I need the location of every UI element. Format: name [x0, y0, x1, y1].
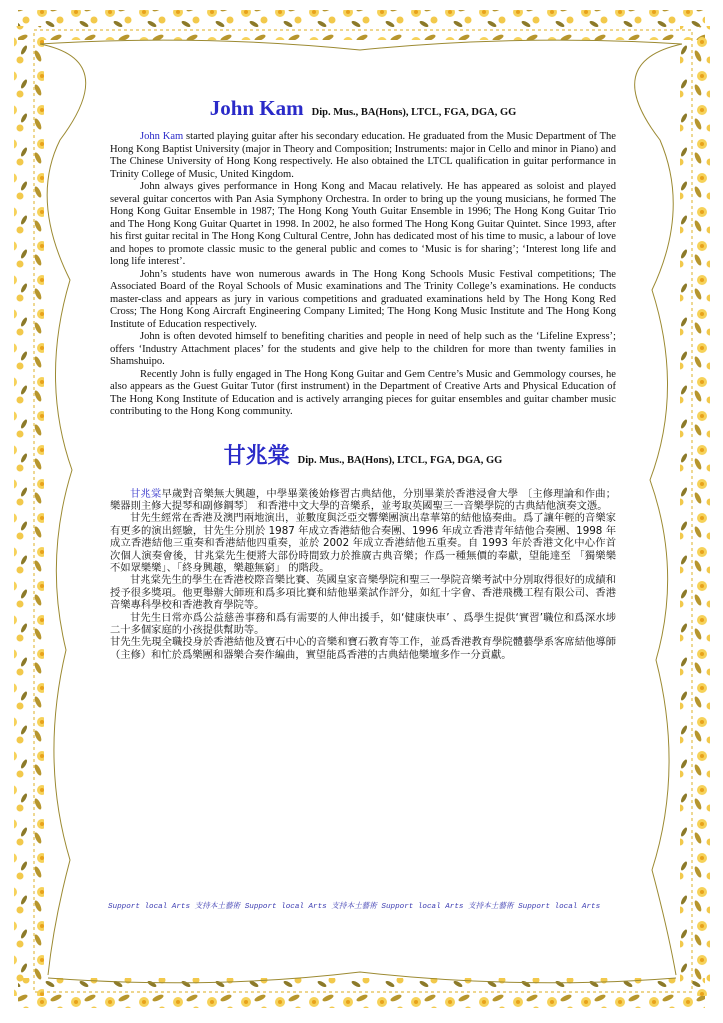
- english-title: [110, 96, 616, 121]
- biography-content: [110, 96, 616, 661]
- english-paragraph: [110, 131, 616, 181]
- english-credentials: Dip. Mus., BA(Hons), LTCL, FGA, DGA, GG: [311, 107, 517, 118]
- english-biography: [110, 131, 616, 419]
- paragraph-text: 早歲對音樂無大興趣，中學畢業後始修習古典結他，分別畢業於香港浸會大學 〔主修理論和作曲；樂器則主修大提琴和副修鋼琴〕 和香港中文大學的音樂系，並考取英國聖三一音樂學院的古典結他演奏文憑。: [110, 487, 616, 512]
- chinese-paragraph: 甘先生日常亦爲公益慈善事務和爲有需要的人伸出援手，如‘健康快車’ 、爲學生提供‘實習’職位和爲深水埗二十多個家庭的小孩提供幫助等。: [110, 611, 616, 636]
- english-name-heading: John Kam: [209, 96, 304, 120]
- english-paragraph: John always gives performance in Hong Kong and Macau relatively. He has appeared as soloist and played several guitar concertos with Pan Asia Symphony Orchestra. In order to bring up the young musicians, he formed The Hong Kong Guitar Ensemble in 1987; The Hong Kong Youth Guitar Ensemble in 1996; The Hong Kong Guitar Trio and The Hong Kong Guitar Quartet in 1998. In 2002, he also formed The Hong Kong Guitar Quintet. Since 1993, after his first guitar recital in The Hong Kong Cultural Centre, John has dedicated most of his time to music, a labour of love and hopes to promote classic music to the general public and comes to ‘Music is for sharing’; ‘Interest long life and long life interest’.: [110, 181, 616, 267]
- chinese-paragraph: 甘先生先現全職投身於香港結他及寶石中心的音樂和寶石教育等工作，並爲香港教育學院體藝學系客席結他導師（主修）和忙於爲樂團和器樂合奏作編曲，實望能爲香港的古典結他樂壇多作一分貢獻。: [110, 636, 616, 661]
- english-paragraph: Recently John is fully engaged in The Hong Kong Guitar and Gem Centre’s Music and Gemmology courses, he also appears as the Guest Guitar Tutor (first instrument) in the Department of Creative Arts and Physical Education of The Hong Kong Institute of Education and is actively arranging pieces for guitar ensembles and guitar chamber music contributing to the Hong Kong community.: [110, 368, 616, 417]
- paragraph-lead-name: John Kam: [140, 131, 184, 142]
- english-paragraph: John’s students have won numerous awards in The Hong Kong Schools Music Festival competitions; The Associated Board of the Royal Schools of Music examinations and The Trinity College’s examinations. He conducts master-class and appears as jury in various competitions and graduated examinations held by The Hong Kong Red Cross; The Hong Kong Aircraft Engineering Company Limited; The Hong Kong Music Institute and The Hong Kong Institute of Education respectively.: [110, 268, 616, 330]
- chinese-paragraph: [110, 488, 616, 513]
- chinese-title: [110, 439, 616, 470]
- english-paragraph: John is often devoted himself to benefiting charities and people in need of help such as the ‘Lifeline Express’; offers ‘Industry Attachment places’ for the students and give help to the children for more than twenty families in Shamshuipo.: [110, 331, 616, 367]
- chinese-paragraph: 甘兆棠先生的學生在香港校際音樂比賽、英國皇家音樂學院和聖三一學院音樂考試中分別取得很好的成績和授予很多獎項。他更舉辦大師班和爲多項比賽和結他畢業試作評分，如紅十字會、香港飛機工程有限公司、香港音樂專科學校和香港教育學院等。: [110, 574, 616, 612]
- chinese-credentials: Dip. Mus., BA(Hons), LTCL, FGA, DGA, GG: [297, 454, 503, 466]
- chinese-biography: [110, 488, 616, 662]
- paragraph-lead-name: 甘兆棠: [130, 487, 162, 500]
- paragraph-text: started playing guitar after his secondary education. He graduated from the Music Department of The Hong Kong Baptist University (major in Theory and Composition; Instruments: major in Cello and minor in Piano) and The Chinese University of Hong Kong respectively. He also obtained the LTCL qualification in guitar performance in Trinity College of Music, United Kingdom.: [110, 131, 616, 180]
- chinese-name-heading: 甘兆棠: [223, 443, 290, 469]
- chinese-paragraph: 甘先生經常在香港及澳門兩地演出，並數度與泛亞交響樂團演出韋華第的結他協奏曲。爲了讓年輕的音樂家有更多的演出經驗，甘先生分別於 1987 年成立香港結他合奏團、1996 年成立香港青年結他合奏團、1998 年成立香港結他三重奏和香港結他四重奏，並於 2002 年成立香港結他五重奏。自 1993 年於香港文化中心作首次個人演奏會後，甘兆棠先生便將大部份時間致力於推廣古典音樂；作爲一種無價的奉獻，望能達至 「獨樂樂不如眾樂樂」、「終身興趣，樂趣無窮」 的階段。: [110, 512, 616, 574]
- footer-slogan: Support local Arts 支持本土藝術 Support local Arts 支持本土藝術 Support local Arts 支持本土藝術 Support local Arts: [108, 903, 601, 911]
